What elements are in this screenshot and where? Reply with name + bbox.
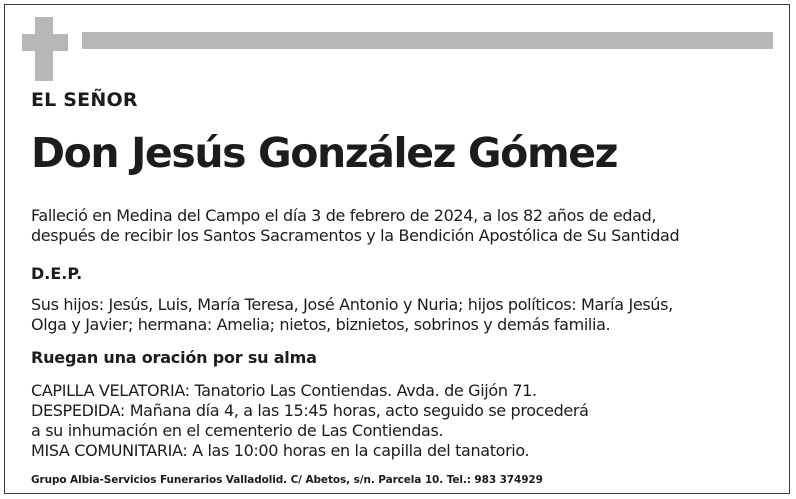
honorific: EL SEÑOR (31, 89, 138, 111)
funeral-home-footer: Grupo Albia-Servicios Funerarios Valladolid. C/ Abetos, s/n. Parcela 10. Tel.: 983 374929 (31, 474, 543, 486)
service-line: DESPEDIDA: Mañana día 4, a las 15:45 horas, acto seguido se procederá (31, 401, 589, 420)
header-rule (82, 32, 773, 49)
service-line: MISA COMUNITARIA: A las 10:00 horas en la capilla del tanatorio. (31, 441, 530, 460)
deceased-name: Don Jesús González Gómez (31, 129, 618, 177)
service-details (31, 381, 589, 461)
death-announcement (31, 206, 679, 246)
death-line: Falleció en Medina del Campo el día 3 de febrero de 2024, a los 82 años de edad, (31, 206, 657, 225)
family-list (31, 295, 673, 335)
family-line: Sus hijos: Jesús, Luis, María Teresa, José Antonio y Nuria; hijos políticos: María Jesús, (31, 295, 673, 314)
service-line: a su inhumación en el cementerio de Las Contiendas. (31, 421, 444, 440)
cross-icon (22, 17, 68, 81)
death-line: después de recibir los Santos Sacramentos y la Bendición Apostólica de Su Santidad (31, 226, 680, 245)
prayer-request: Ruegan una oración por su alma (31, 348, 317, 367)
dep-label: D.E.P. (31, 264, 83, 283)
obituary-notice (4, 4, 790, 494)
service-line: CAPILLA VELATORIA: Tanatorio Las Contiendas. Avda. de Gijón 71. (31, 381, 537, 400)
family-line: Olga y Javier; hermana: Amelia; nietos, biznietos, sobrinos y demás familia. (31, 315, 611, 334)
